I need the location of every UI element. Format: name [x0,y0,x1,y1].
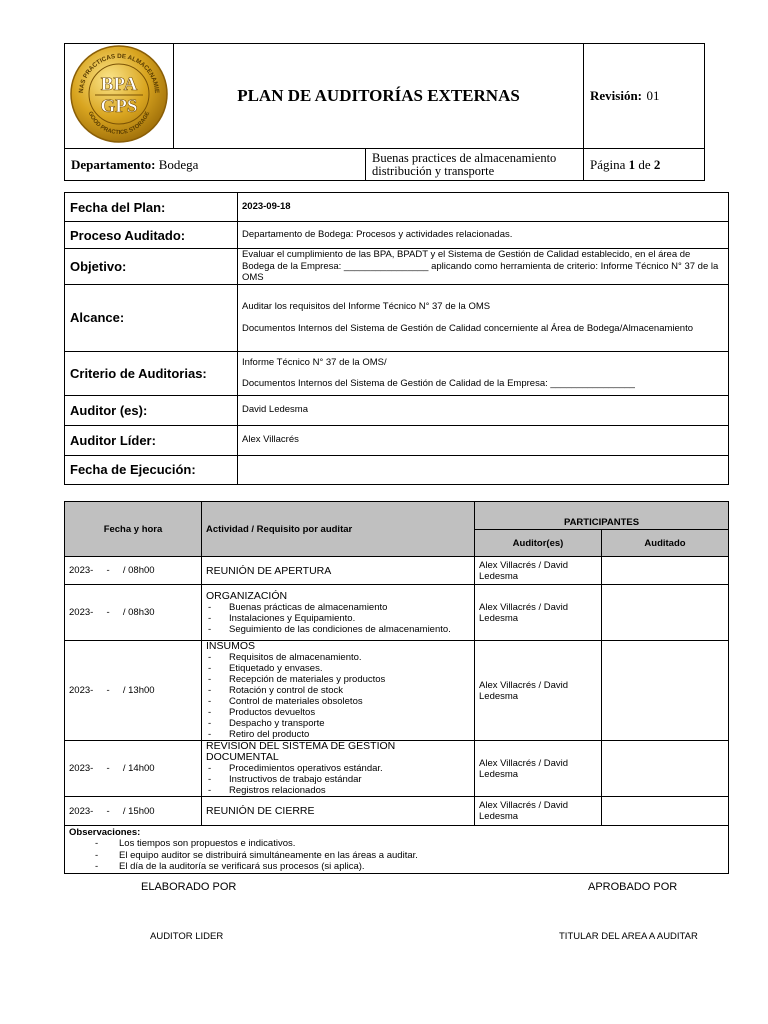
list-item: - Rotación y control de stock [206,685,470,696]
objective-value: Evaluar el cumplimiento de las BPA, BPADT y el Sistema de Gestión de Calidad establecido, en el área de Bodega de la Empresa: ________________ aplicando como herramienta de criterio: Informe Técnico N° 37 de la OMS [238,249,729,285]
criteria-value-1: Informe Técnico N° 37 de la OMS/ [242,356,387,368]
lead-auditor-value: Alex Villacrés [238,425,729,455]
schedule-audited [602,585,729,641]
observations-row [65,826,729,874]
schedule-date: 2023- - / 15h00 [65,797,202,826]
activity-items [206,652,470,740]
schedule-audited [602,641,729,741]
schedule-activity-title: INSUMOS [206,640,256,652]
revision-cell [584,44,705,149]
page-number-cell [584,149,705,181]
audited-process-label: Proceso Auditado: [65,222,238,249]
area-head-signature-label: TITULAR DEL AREA A AUDITAR [559,931,698,942]
logo-cell [65,44,174,149]
info-row [65,425,729,455]
department-value: Bodega [158,156,199,172]
department-cell [65,149,366,181]
schedule-activity [202,641,475,741]
info-row [65,193,729,222]
schedule-activity [202,741,475,797]
list-item: - El equipo auditor se distribuirá simultáneamente en las áreas a auditar. [69,850,724,862]
info-row [65,455,729,484]
table-row [65,557,729,585]
prepared-by-label: ELABORADO POR [141,881,237,893]
schedule-activity-title: ORGANIZACIÓN [206,589,288,602]
info-row [65,222,729,249]
list-item: - Control de materiales obsoletos [206,696,470,707]
schedule-audited [602,797,729,826]
list-item: - Los tiempos son propuestos e indicativos. [69,838,724,850]
schedule-date: 2023- - / 14h00 [65,741,202,797]
schedule-audited [602,741,729,797]
revision-value: 01 [646,88,660,103]
list-item: - Recepción de materiales y productos [206,674,470,685]
execution-date-label: Fecha de Ejecución: [65,455,238,484]
schedule-activity-title: REVISION DEL SISTEMA DE GESTION DOCUMENTAL [206,740,396,763]
audit-schedule-table [64,501,729,874]
page-current: 1 [628,156,636,172]
criteria-label: Criterio de Auditorias: [65,351,238,395]
criteria-value-2: Documentos Internos del Sistema de Gestión de Calidad de la Empresa: ________________ [242,378,635,389]
table-row [65,797,729,826]
list-item: - Requisitos de almacenamiento. [206,652,470,663]
schedule-activity-title: REUNIÓN DE CIERRE [202,797,475,826]
schedule-auditors: Alex Villacrés / David Ledesma [475,641,602,741]
schedule-auditors: Alex Villacrés / David Ledesma [475,557,602,585]
observations-cell [65,826,729,874]
list-item: - Procedimientos operativos estándar. [206,763,470,774]
schedule-activity-title: REUNIÓN DE APERTURA [202,557,475,585]
observations-list [69,838,724,873]
page-label: Página [590,156,626,172]
list-item: - Despacho y transporte [206,718,470,729]
list-item: - Instalaciones y Equipamiento. [206,613,470,624]
schedule-auditors: Alex Villacrés / David Ledesma [475,741,602,797]
scope-text: Buenas practices de almacenamiento distribución y transporte [372,150,557,178]
schedule-date: 2023- - / 08h30 [65,585,202,641]
info-row [65,249,729,285]
auditors-label: Auditor (es): [65,395,238,425]
scope-value [238,284,729,351]
schedule-activity [202,585,475,641]
list-item: - Seguimiento de las condiciones de almacenamiento. [206,624,470,635]
list-item: - Instructivos de trabajo estándar [206,774,470,785]
list-item: - Retiro del producto [206,729,470,740]
revision-label: Revisión: [590,88,642,103]
page-title: PLAN DE AUDITORÍAS EXTERNAS [237,86,520,105]
participants-header: PARTICIPANTES [475,502,729,530]
auditors-value: David Ledesma [238,395,729,425]
scope-value-1: Auditar los requisitos del Informe Técnico N° 37 de la OMS [242,301,491,312]
logo-top-text: NAS PRACTICAS DE ALMACENAMIE [77,52,161,94]
approved-by-label: APROBADO POR [588,881,678,893]
table-row [65,585,729,641]
audited-header: Auditado [602,530,729,557]
lead-auditor-label: Auditor Líder: [65,425,238,455]
title-cell [174,44,584,149]
scope-value-2: Documentos Internos del Sistema de Gestión de Calidad concerniente al Área de Bodega/Almacenamiento [242,322,693,334]
schedule-audited [602,557,729,585]
logo-gps-text: GPS [100,96,138,117]
audited-process-value: Departamento de Bodega: Procesos y actividades relacionadas. [238,222,729,249]
list-item: - El día de la auditoría se verificará sus procesos (si aplica). [69,861,724,873]
logo-bottom-text: GOOD PRACTICE STORAGE [86,110,152,137]
scope-cell [366,149,584,181]
schedule-date: 2023- - / 08h00 [65,557,202,585]
logo-bpa-text: BPA [100,74,138,95]
schedule-auditors: Alex Villacrés / David Ledesma [475,585,602,641]
plan-date-value: 2023-09-18 [238,193,729,222]
document-header [64,43,705,181]
plan-date-label: Fecha del Plan: [65,193,238,222]
list-item: - Buenas prácticas de almacenamiento [206,602,470,613]
list-item: - Productos devueltos [206,707,470,718]
info-row [65,395,729,425]
auditors-header: Auditor(es) [475,530,602,557]
lead-auditor-signature-label: AUDITOR LIDER [150,931,224,942]
schedule-auditors: Alex Villacrés / David Ledesma [475,797,602,826]
activity-items [206,763,470,796]
bpa-gps-logo [65,44,173,143]
activity-header: Actividad / Requisito por auditar [202,502,475,557]
table-row [65,641,729,741]
observations-label: Observaciones: [69,827,141,838]
page-total: 2 [653,156,661,172]
schedule-date: 2023- - / 13h00 [65,641,202,741]
audit-info-table [64,192,729,485]
page-of: de [638,156,651,172]
info-row [65,351,729,395]
objective-label: Objetivo: [65,249,238,285]
criteria-value [238,351,729,395]
list-item: - Registros relacionados [206,785,470,796]
info-row [65,284,729,351]
scope-label: Alcance: [65,284,238,351]
activity-items [206,602,470,635]
table-row [65,741,729,797]
list-item: - Etiquetado y envases. [206,663,470,674]
department-label: Departamento: [71,156,156,172]
date-header: Fecha y hora [65,502,202,557]
execution-date-value [238,455,729,484]
